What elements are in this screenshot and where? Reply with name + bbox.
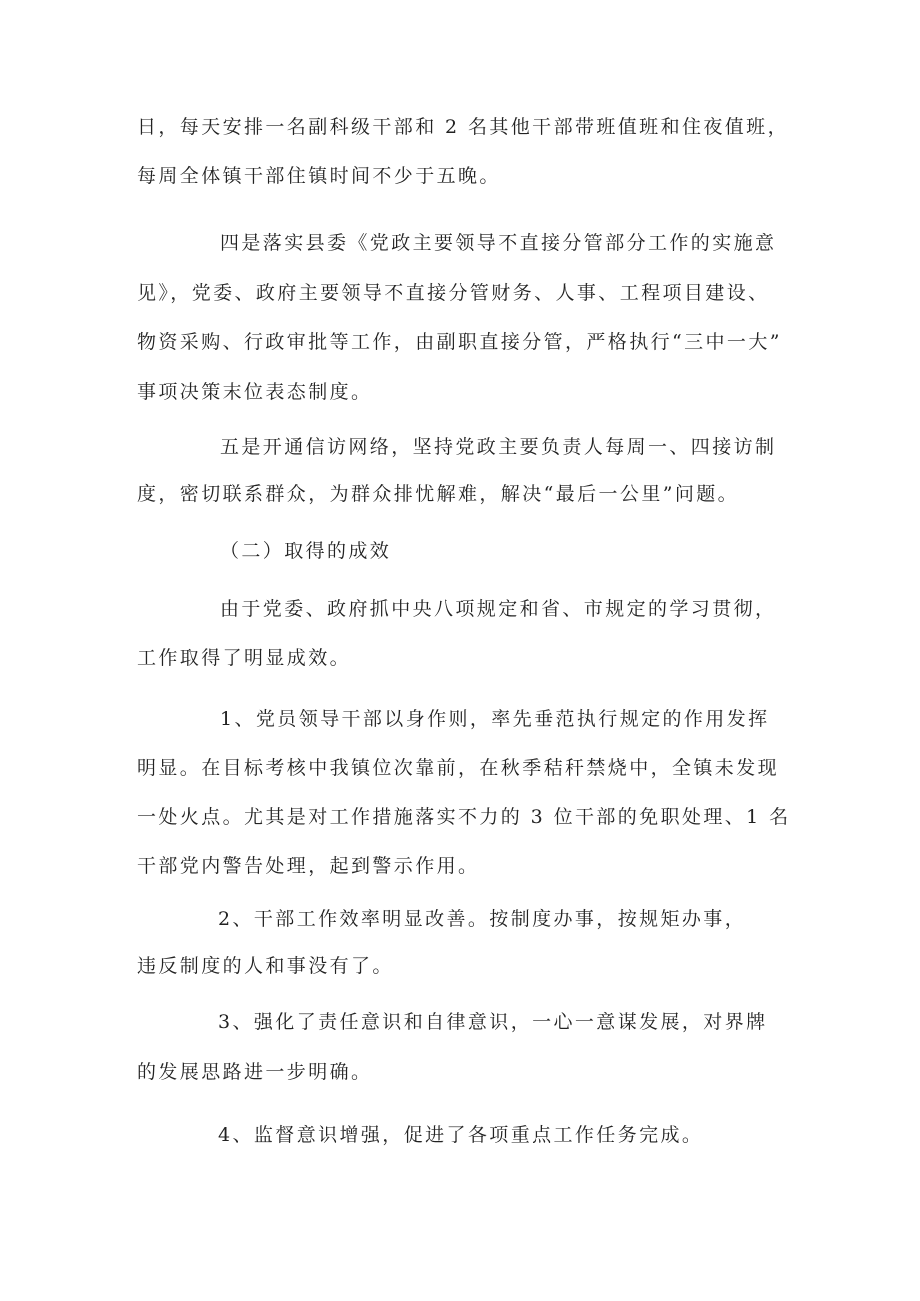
paragraph-heading-line: 五是开通信访网络，坚持党政主要负责人每周一、四接访制 bbox=[220, 436, 777, 458]
text-line: 度，密切联系群众，为群众排忧解难，解决“最后一公里”问题。 bbox=[137, 483, 740, 505]
text-line: 日，每天安排一名副科级干部和 2 名其他干部带班值班和住夜值班， bbox=[137, 116, 789, 138]
text-line: 明显。在目标考核中我镇位次靠前，在秋季秸秆禁烧中，全镇未发现 bbox=[137, 757, 780, 779]
text-line: 的发展思路进一步明确。 bbox=[137, 1061, 373, 1083]
paragraph-heading-line: 由于党委、政府抓中央八项规定和省、市规定的学习贯彻， bbox=[220, 598, 777, 620]
text-line: 工作取得了明显成效。 bbox=[137, 647, 352, 669]
section-heading: （二）取得的成效 bbox=[220, 540, 392, 562]
paragraph-heading-line: 四是落实县委《党政主要领导不直接分管部分工作的实施意 bbox=[220, 232, 777, 254]
text-line: 事项决策末位表态制度。 bbox=[137, 381, 373, 403]
text-line: 见》，党委、政府主要领导不直接分管财务、人事、工程项目建设、 bbox=[137, 282, 770, 304]
paragraph-heading-line: 2、干部工作效率明显改善。按制度办事，按规矩办事， bbox=[218, 908, 747, 930]
paragraph-heading-line: 3、强化了责任意识和自律意识，一心一意谋发展，对界牌 bbox=[218, 1011, 768, 1033]
text-line: 违反制度的人和事没有了。 bbox=[137, 955, 394, 977]
text-line: 物资采购、行政审批等工作，由副职直接分管，严格执行“三中一大” bbox=[137, 331, 782, 353]
text-line: 一处火点。尤其是对工作措施落实不力的 3 位干部的免职处理、1 名 bbox=[137, 806, 791, 828]
text-line: 干部党内警告处理，起到警示作用。 bbox=[137, 855, 480, 877]
paragraph-heading-line: 4、监督意识增强，促进了各项重点工作任务完成。 bbox=[218, 1124, 704, 1146]
paragraph-heading-line: 1、党员领导干部以身作则，率先垂范执行规定的作用发挥 bbox=[220, 708, 770, 730]
text-line: 每周全体镇干部住镇时间不少于五晚。 bbox=[137, 165, 501, 187]
